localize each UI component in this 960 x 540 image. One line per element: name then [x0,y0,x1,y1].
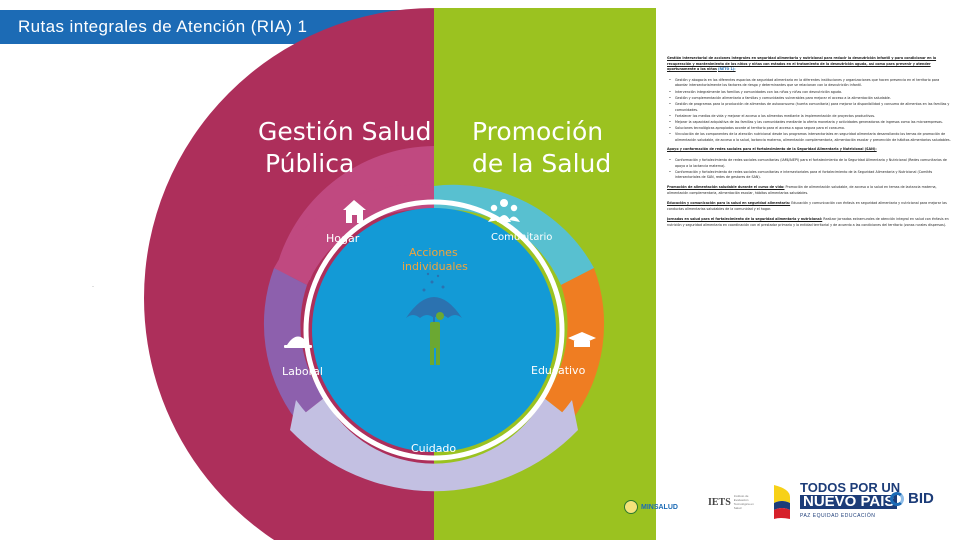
bid-text: BID [908,490,934,507]
section-5-text: Realizar jornadas extramurales de atención integral en salud con énfasis en nutrición y seguridad alimentaria en coordinación con el prestador primario y la entidad territorial y de acuerdo a las condiciones del territorio (zonas rurales dispersas). [667,217,949,227]
stray-dot: · [92,284,94,290]
section-5-title: Jornadas en salud para el fortalecimiento de la seguridad alimentaria y nutricional: [667,217,823,222]
iets-mark: IETS [708,496,731,508]
s2-item: • Conformación y fortalecimiento de redes sociales comunitarias e intersectoriales para el fortalecimiento de la Seguridad Alimentaria y Nutricional (Comités intersectoriales de SAN, redes de gestores de SAN). [675,170,951,181]
promocion-label-line1: Promoción [472,117,604,146]
s1-item: • Gestión y abogacía en los diferentes espacios de seguridad alimentaria en la diferentes instituciones y organizaciones que hacen presencia en el territorio para abordar intersectorialmente los factores de riesgo y determinantes que se relacionan con la desnutrición infantil. [675,78,951,89]
text-panel [667,56,951,444]
s2-item: • Conformación y fortalecimiento de redes sociales comunitarias (IAMI/AIEPI) para el fortalecimiento de la Seguridad Alimentaria y Nutricional (Redes comunitarias de apoyo a la lactancia materna). [675,158,951,169]
s1-item: • Intervención integralmente las familias y comunidades con los niños y niñas con desnutrición aguda. [675,90,951,96]
s1-item: • Mejorar la capacidad adquisitiva de las familias y las comunidades mediante la oferta monetaria y actividades generadoras de ingresos como las microempresas. [675,120,951,126]
s1-item: • Gestión y complementación alimentaria a familias y comunidades vulnerables para mejorar el acceso a la alimentación saludable. [675,96,951,102]
hogar-label: Hogar [326,232,360,245]
iets-subtitle: Instituto de Evaluación Tecnológica en Salud [733,494,754,510]
section-3-text: Promoción de alimentación saludable, de acceso a la salud en temas de lactancia materna, alimentación complementaria, alimentación escolar, hábitos alimentarios saludables. [667,185,937,195]
section-4-title: Educación y comunicación para la salud en seguridad alimentaria: [667,201,791,206]
bid-logo [890,490,934,507]
cuidado-label: Cuidado [411,442,457,455]
section-1-tag: (RETO 1): [717,67,736,72]
laboral-label: Laboral [282,365,323,378]
section-5 [667,217,951,228]
todos-line1: TODOS POR UN [800,480,901,495]
s1-item: • Fortalecer los medios de vida y mejorar el acceso a los alimentos mediante la implementación de proyectos productivos. [675,114,951,120]
section-2-title: Apoyo y conformación de redes sociales para el fortalecimiento de la Seguridad Alimentaria y Nutricional (SAN): [667,147,877,152]
s1-item: • Soluciones tecnológicas apropiadas acorde al territorio para el acceso a agua segura para el consumo. [675,126,951,132]
section-2 [667,147,951,153]
section-3 [667,185,951,196]
s1-item: • Gestión de programas para la producción de alimentos de autoconsumo (huerta comunitaria) para mejorar la disponibilidad y consumo de alimentos en las familias y comunidades. [675,102,951,113]
promocion-label-line2: de la Salud [472,149,612,178]
section-1-list [667,78,951,144]
todos-por-un-nuevo-pais-logo [770,481,900,523]
slide-title: Rutas integrales de Atención (RIA) 1 [18,17,308,36]
minsalud-text: MINSALUD [641,503,678,511]
iets-logo [708,494,762,510]
section-4 [667,201,951,212]
center-label-line2: individuales [402,260,468,273]
flag-icon [770,483,794,521]
gestion-label-line1: Gestión Salud [258,117,432,146]
todos-line2: NUEVO PAÍS [800,495,897,509]
section-1-title: Gestión intersectorial de acciones integrales en seguridad alimentaria y nutricional para reducir la desnutrición infantil y para condicionar en la recuperación y mantenimiento de los niños y niñas con estados en el tratamiento de la desnutrición aguda, así como para prevenir y atender oportunamente a los niños [667,56,937,72]
center-label-line1: Acciones [409,246,458,259]
bid-ring-icon [890,492,904,506]
minsalud-logo [624,500,678,514]
shield-icon [624,500,638,514]
s1-item: • Vinculación de los componentes de la atención nutricional desde los programas intersectoriales en seguridad alimentaria desarrollando los temas de promoción de alimentación saludable, de acceso a la salud, lactancia materna, alimentación complementaria, alimentación escolar y prevención de hábitos alimentarios saludables. [675,132,951,143]
section-1 [667,56,951,73]
todos-line3: PAZ EQUIDAD EDUCACIÓN [800,513,876,519]
gestion-label-line2: Pública [265,149,355,178]
section-2-list [667,158,951,181]
section-3-title: Promoción de alimentación saludable durante el curso de vida: [667,185,785,190]
section-4-text: Educación y comunicación con énfasis en seguridad alimentaria y nutricional para mejorar las conductas alimentarias saludables de la comunidad y el hogar. [667,201,947,211]
comunitario-label: Comunitario [491,232,553,243]
educativo-label: Educativo [531,364,586,377]
logo-strip [612,478,960,540]
